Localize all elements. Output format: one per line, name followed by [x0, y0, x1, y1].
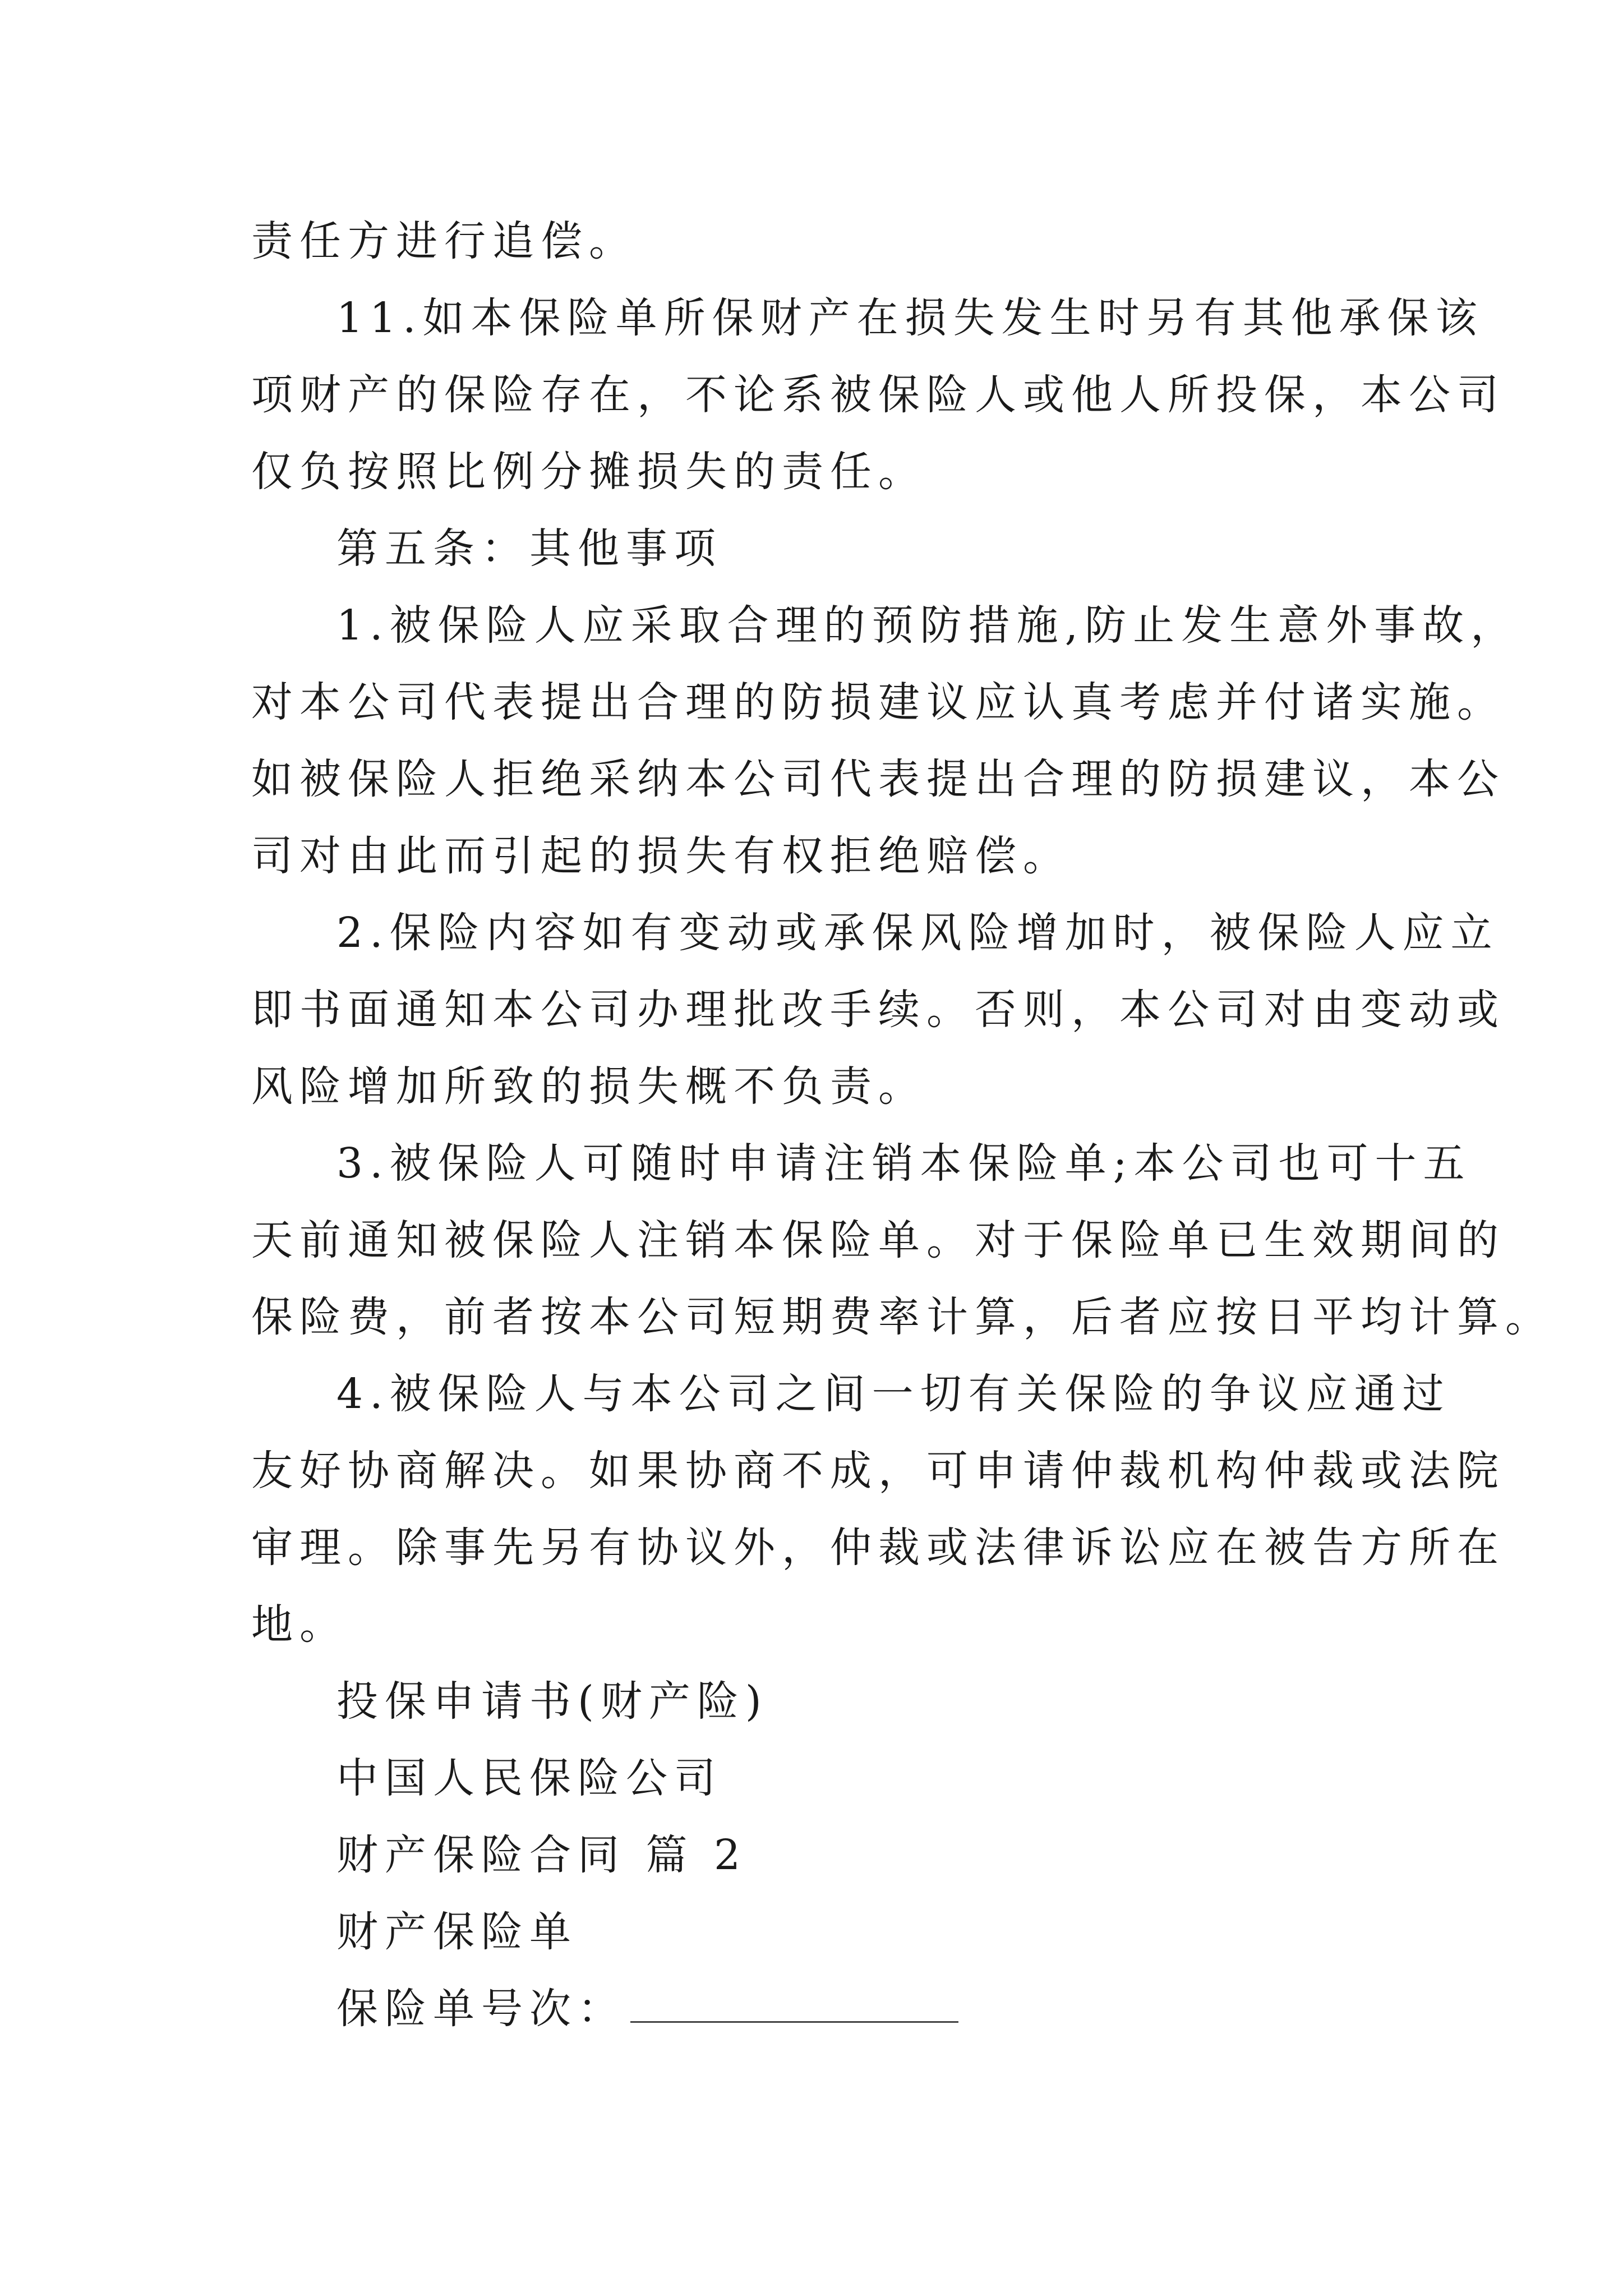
text-line-16: 4.被保险人与本公司之间一切有关保险的争议应通过 — [336, 1370, 1451, 1418]
text-line-19: 地。 — [251, 1600, 348, 1649]
policy-number-blank — [630, 1977, 958, 2023]
company-name: 中国人民保险公司 — [336, 1754, 722, 1802]
contract-heading: 财产保险合同 篇 2 — [336, 1831, 748, 1879]
text-line-14: 天前通知被保险人注销本保险单。对于保险单已生效期间的 — [251, 1216, 1505, 1264]
text-line-17: 友好协商解决。如果协商不成，可申请仲裁机构仲裁或法院 — [251, 1447, 1505, 1495]
text-line-3: 项财产的保险存在，不论系被保险人或他人所投保，本公司 — [251, 371, 1505, 419]
text-line-4: 仅负按照比例分摊损失的责任。 — [251, 448, 926, 496]
text-line-7: 对本公司代表提出合理的防损建议应认真考虑并付诸实施。 — [251, 678, 1505, 726]
text-line-10: 2.保险内容如有变动或承保风险增加时，被保险人应立 — [336, 909, 1499, 957]
policy-title: 财产保险单 — [336, 1908, 578, 1956]
text-line-12: 风险增加所致的损失概不负责。 — [251, 1062, 926, 1111]
form-title: 投保申请书(财产险) — [336, 1677, 768, 1726]
text-line-6: 1.被保险人应采取合理的预防措施,防止发生意外事故， — [336, 601, 1519, 650]
policy-number-row — [336, 1971, 958, 2047]
policy-number-label: 保险单号次： — [336, 1985, 626, 2033]
text-line-2: 11.如本保险单所保财产在损失发生时另有其他承保该 — [336, 294, 1484, 342]
text-line-13: 3.被保险人可随时申请注销本保险单;本公司也可十五 — [336, 1139, 1472, 1188]
text-line-9: 司对由此而引起的损失有权拒绝赔偿。 — [251, 832, 1071, 880]
text-line-18: 审理。除事先另有协议外，仲裁或法律诉讼应在被告方所在 — [251, 1524, 1505, 1572]
text-line-8: 如被保险人拒绝采纳本公司代表提出合理的防损建议，本公 — [251, 755, 1505, 803]
section-heading-5: 第五条：其他事项 — [336, 524, 722, 573]
text-line-15: 保险费，前者按本公司短期费率计算，后者应按日平均计算。 — [251, 1293, 1553, 1341]
text-line-11: 即书面通知本公司办理批改手续。否则，本公司对由变动或 — [251, 986, 1505, 1034]
text-line-1: 责任方进行追偿。 — [251, 217, 637, 265]
